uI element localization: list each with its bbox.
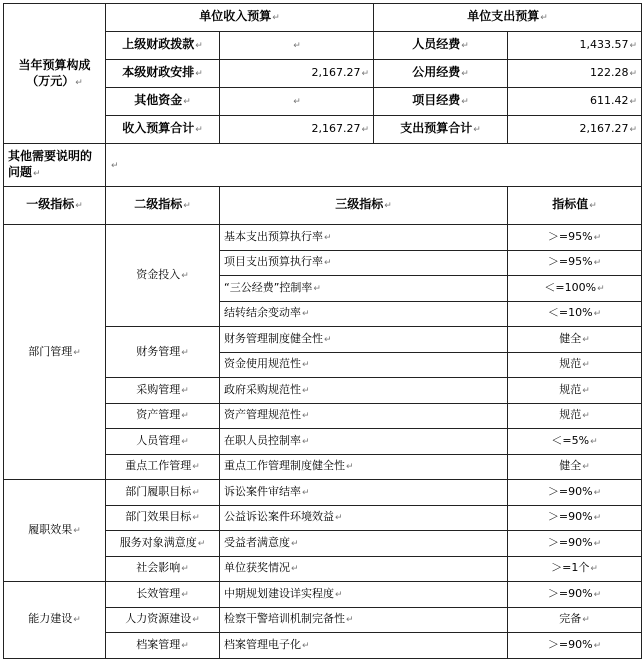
indicator-value: ＜=10%↵ — [508, 301, 642, 327]
level2-cell: 服务对象满意度↵ — [106, 531, 220, 557]
level2-cell: 部门效果目标↵ — [106, 505, 220, 531]
level2-cell: 财务管理↵ — [106, 327, 220, 378]
budget-table — [3, 3, 642, 659]
level3-cell: 基本支出预算执行率↵ — [220, 225, 508, 251]
indicator-row — [4, 225, 642, 251]
indicator-value: ＞=95%↵ — [508, 225, 642, 251]
level1-header: 一级指标↵ — [4, 187, 106, 225]
income-label: 上级财政拨款↵ — [106, 32, 220, 60]
level2-cell: 社会影响↵ — [106, 556, 220, 582]
indicator-value: ＞=90%↵ — [508, 480, 642, 506]
expense-label: 项目经费↵ — [374, 88, 508, 116]
level3-cell: 诉讼案件审结率↵ — [220, 480, 508, 506]
income-total-value: 2,167.27↵ — [220, 116, 374, 144]
level2-cell: 部门履职目标↵ — [106, 480, 220, 506]
income-value: ↵ — [220, 32, 374, 60]
expense-total-label: 支出预算合计↵ — [374, 116, 508, 144]
level3-cell: 结转结余变动率↵ — [220, 301, 508, 327]
indicator-value: ＜=100%↵ — [508, 276, 642, 302]
indicator-row — [4, 582, 642, 608]
level2-cell: 人力资源建设↵ — [106, 607, 220, 633]
composition-label: 当年预算构成（万元）↵ — [4, 4, 106, 144]
level2-header: 二级指标↵ — [106, 187, 220, 225]
expense-total-value: 2,167.27↵ — [508, 116, 642, 144]
indicator-value: ＜=5%↵ — [508, 429, 642, 455]
level3-cell: “三公经费”控制率↵ — [220, 276, 508, 302]
level1-cell: 能力建设↵ — [4, 582, 106, 659]
expense-value: 611.42↵ — [508, 88, 642, 116]
indicator-value: 健全↵ — [508, 454, 642, 480]
level3-cell: 档案管理电子化↵ — [220, 633, 508, 659]
level3-cell: 重点工作管理制度健全性↵ — [220, 454, 508, 480]
indicator-value: ＞=90%↵ — [508, 633, 642, 659]
level3-cell: 财务管理制度健全性↵ — [220, 327, 508, 353]
level2-cell: 资金投入↵ — [106, 225, 220, 327]
level3-cell: 项目支出预算执行率↵ — [220, 250, 508, 276]
income-label: 本级财政安排↵ — [106, 60, 220, 88]
level3-header: 三级指标↵ — [220, 187, 508, 225]
indicator-value: ＞=90%↵ — [508, 531, 642, 557]
expense-value: 122.28↵ — [508, 60, 642, 88]
level3-cell: 政府采购规范性↵ — [220, 378, 508, 404]
indicator-value: 规范↵ — [508, 403, 642, 429]
income-header: 单位收入预算↵ — [106, 4, 374, 32]
indicator-row — [4, 480, 642, 506]
level3-cell: 中期规划建设详实程度↵ — [220, 582, 508, 608]
expense-label: 人员经费↵ — [374, 32, 508, 60]
level3-cell: 单位获奖情况↵ — [220, 556, 508, 582]
level3-cell: 检察干警培训机制完备性↵ — [220, 607, 508, 633]
indicator-value: ＞=90%↵ — [508, 582, 642, 608]
expense-label: 公用经费↵ — [374, 60, 508, 88]
income-total-label: 收入预算合计↵ — [106, 116, 220, 144]
indicator-value: 规范↵ — [508, 378, 642, 404]
indicator-value: ＞=95%↵ — [508, 250, 642, 276]
income-value: ↵ — [220, 88, 374, 116]
level3-cell: 受益者满意度↵ — [220, 531, 508, 557]
level3-cell: 资金使用规范性↵ — [220, 352, 508, 378]
value-header: 指标值↵ — [508, 187, 642, 225]
level1-cell: 部门管理↵ — [4, 225, 106, 480]
level3-cell: 在职人员控制率↵ — [220, 429, 508, 455]
indicator-value: ＞=90%↵ — [508, 505, 642, 531]
expense-header: 单位支出预算↵ — [374, 4, 642, 32]
level1-cell: 履职效果↵ — [4, 480, 106, 582]
indicator-value: ＞=1个↵ — [508, 556, 642, 582]
income-label: 其他资金↵ — [106, 88, 220, 116]
level3-cell: 公益诉讼案件环境效益↵ — [220, 505, 508, 531]
indicator-value: 规范↵ — [508, 352, 642, 378]
indicator-value: 健全↵ — [508, 327, 642, 353]
level2-cell: 人员管理↵ — [106, 429, 220, 455]
notes-value: ↵ — [106, 144, 642, 187]
level2-cell: 长效管理↵ — [106, 582, 220, 608]
expense-value: 1,433.57↵ — [508, 32, 642, 60]
level2-cell: 资产管理↵ — [106, 403, 220, 429]
income-value: 2,167.27↵ — [220, 60, 374, 88]
level2-cell: 重点工作管理↵ — [106, 454, 220, 480]
level2-cell: 采购管理↵ — [106, 378, 220, 404]
indicator-value: 完备↵ — [508, 607, 642, 633]
level2-cell: 档案管理↵ — [106, 633, 220, 659]
level3-cell: 资产管理规范性↵ — [220, 403, 508, 429]
notes-label: 其他需要说明的问题↵ — [4, 144, 106, 187]
